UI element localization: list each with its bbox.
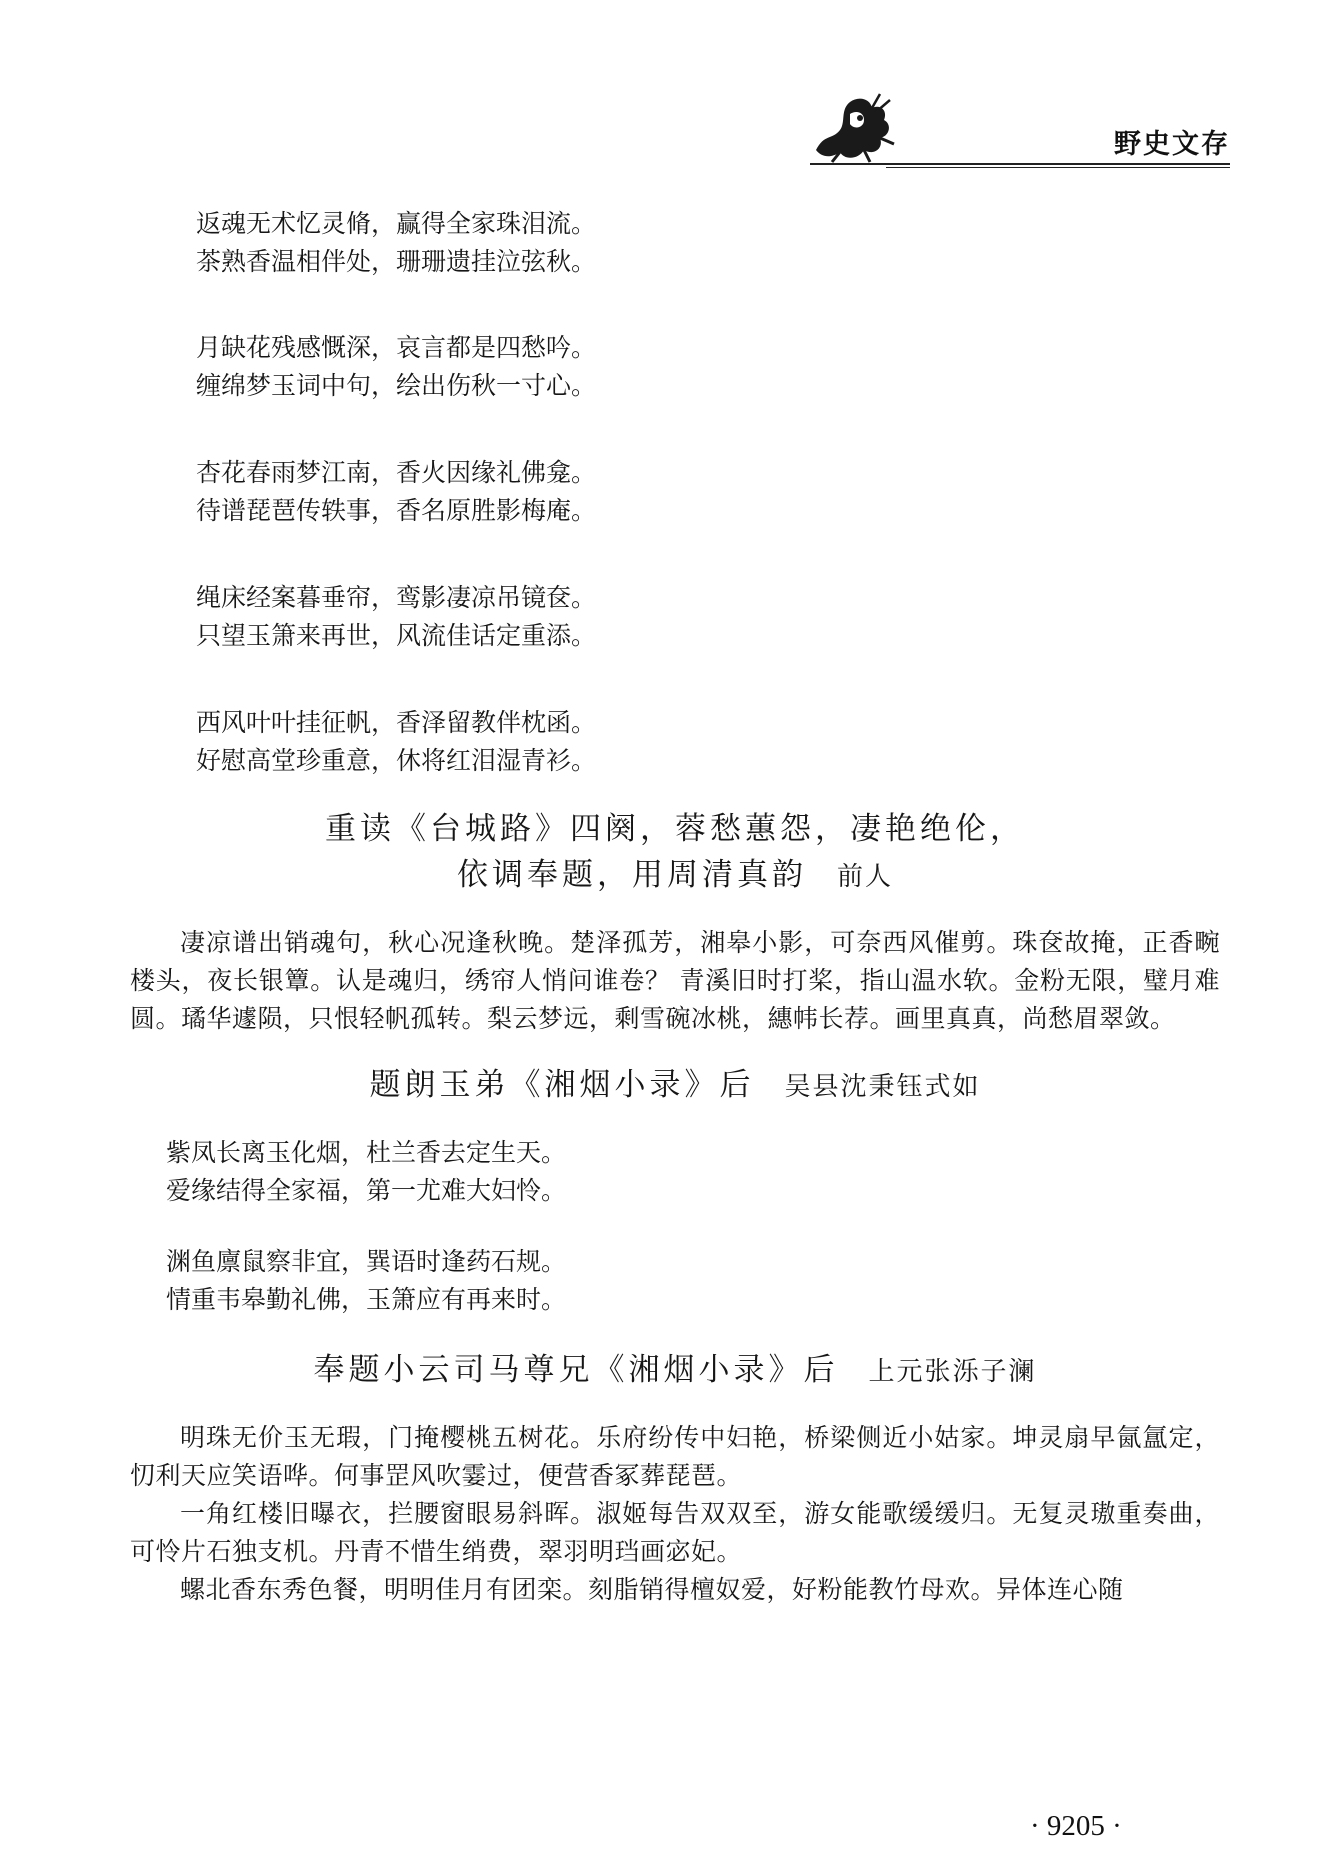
verse-paragraph: 螺北香东秀色餐，明明佳月有团栾。刻脂销得檀奴爱，好粉能教竹母欢。异体连心随	[180, 1575, 1124, 1604]
section-xiangyan-zhang	[130, 1347, 1220, 1609]
verse-paragraph: 明珠无价玉无瑕，门掩樱桃五树花。乐府纷传中妇艳，桥梁侧近小姑家。坤灵扇早氤氲定，忉利天应笑语哗。何事罡风吹霎过，便营香冢葬琵琶。	[130, 1423, 1220, 1490]
verse-line: 只望玉箫来再世，风流佳话定重添。	[196, 621, 597, 650]
section-heading	[130, 806, 1220, 852]
section-xiangyan-shen	[130, 1062, 1220, 1319]
verse-line: 月缺花残感慨深，哀言都是四愁吟。	[196, 333, 597, 362]
poem	[166, 1134, 1220, 1319]
running-header	[810, 86, 1230, 166]
verse-line: 绳床经案暮垂帘，鸾影凄凉吊镜奁。	[196, 583, 597, 612]
stanza	[196, 579, 1220, 655]
author-name: 吴县沈秉钰式如	[784, 1072, 981, 1102]
section-heading-continued	[130, 852, 1220, 900]
section-heading	[130, 1347, 1220, 1395]
verse-line: 渊鱼廪鼠察非宜，巽语时逢药石规。	[166, 1247, 567, 1276]
verse-line: 待谱琵琶传轶事，香名原胜影梅庵。	[196, 496, 597, 525]
page-content	[130, 205, 1220, 1609]
poem-continued	[196, 205, 1220, 780]
header-rule	[810, 163, 1230, 165]
header-rule-thin	[886, 167, 1230, 168]
heading-line: 重读《台城路》四阕，蓉愁蕙怨，凄艳绝伦，	[325, 811, 1025, 847]
heading-text: 奉题小云司马尊兄《湘烟小录》后	[313, 1352, 839, 1388]
verse-line: 西风叶叶挂征帆，香泽留教伴枕函。	[196, 708, 597, 737]
stanza	[196, 329, 1220, 405]
verse-line: 茶熟香温相伴处，珊珊遗挂泣弦秋。	[196, 247, 597, 276]
section-taichenglu	[130, 806, 1220, 1038]
stanza	[196, 205, 1220, 281]
author-name: 前人	[836, 862, 893, 892]
verse-paragraph: 一角红楼旧曝衣，拦腰窗眼易斜晖。淑姬每告双双至，游女能歌缓缓归。无复灵璈重奏曲，可怜片石独支机。丹青不惜生绡费，翠羽明珰画宓妃。	[130, 1499, 1220, 1566]
verse-line: 紫凤长离玉化烟，杜兰香去定生天。	[166, 1138, 567, 1167]
verse-line: 爱缘结得全家福，第一尤难大妇怜。	[166, 1176, 567, 1205]
verse-line: 情重韦皋勤礼佛，玉箫应有再来时。	[166, 1285, 567, 1314]
stanza	[166, 1243, 1220, 1319]
verse-line: 好慰高堂珍重意，休将红泪湿青衫。	[196, 746, 597, 775]
verse-line: 返魂无术忆灵脩，赢得全家珠泪流。	[196, 209, 597, 238]
stanza	[166, 1134, 1220, 1210]
section-title: 野史文存	[1114, 129, 1230, 160]
author-name: 上元张泺子澜	[868, 1357, 1037, 1387]
heading-text: 题朗玉弟《湘烟小录》后	[369, 1067, 755, 1103]
dragon-logo-icon	[810, 90, 898, 164]
verse-line: 杏花春雨梦江南，香火因缘礼佛龛。	[196, 458, 597, 487]
section-heading	[130, 1062, 1220, 1110]
ci-text: 凄凉谱出销魂句，秋心况逢秋晚。楚泽孤芳，湘皋小影，可奈西风催剪。珠奁故掩，正香畹楼头，夜长银簟。认是魂归，绣帘人悄问谁卷？ 青溪旧时打桨，指山温水软。金粉无限，璧月难圆。璚华遽陨，只恨轻帆孤转。梨云梦远，剩雪碗冰桃，繐帏长荐。画里真真，尚愁眉翠敛。	[130, 928, 1220, 1033]
heading-line: 依调奉题，用周清真韵	[456, 857, 807, 893]
verse-line: 缠绵梦玉词中句，绘出伤秋一寸心。	[196, 371, 597, 400]
stanza	[196, 454, 1220, 530]
stanza	[196, 704, 1220, 780]
page-number: · 9205 ·	[1030, 1810, 1122, 1842]
